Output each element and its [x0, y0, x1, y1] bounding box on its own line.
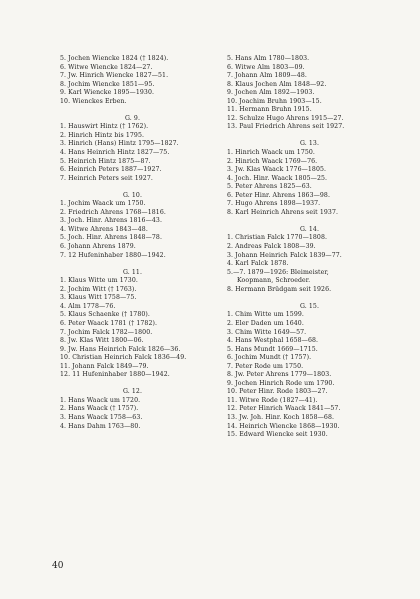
entry-line: 1. Hauswirt Hintz († 1762). — [60, 123, 149, 131]
entry-line: 2. Hinrich Waack 1769—76. — [227, 157, 318, 165]
section-heading: G. 14. — [299, 225, 320, 233]
entry-line: 4. Hans Heinrich Hintz 1827—75. — [60, 149, 170, 157]
entry-line: 6. Witwe Wiencke 1824—27. — [60, 63, 153, 71]
entry-line: 4. Hans Dahm 1763—80. — [60, 422, 141, 430]
entry-line: 8. Klaus Jochen Alm 1848—92. — [227, 80, 327, 88]
entry-line: 5. Hans Mundt 1669—1715. — [227, 345, 318, 353]
entry-line: 6. Peter Waack 1781 († 1782). — [60, 319, 158, 327]
entry-line: 1. Jochim Waack um 1750. — [60, 200, 146, 208]
entry-line: 1. Hans Waack um 1720. — [60, 396, 141, 404]
section-heading: G. 12. — [122, 388, 143, 396]
entry-line: 1. Klaus Witte um 1730. — [60, 277, 138, 285]
blank-line — [227, 294, 412, 303]
entry-line: 4. Witwe Ahrens 1843—48. — [60, 225, 148, 233]
entry-line: 6. Jochim Mundt († 1757). — [227, 354, 312, 362]
entry-line: 12. Schulze Hugo Ahrens 1915—27. — [227, 114, 344, 122]
blank-line — [60, 106, 225, 115]
entry-line: 5. Peter Ahrens 1825—63. — [227, 183, 312, 191]
entry-line: 4. Karl Falck 1878. — [227, 260, 289, 268]
entry-line: 5. Jochen Wiencke 1824 († 1824). — [60, 55, 169, 62]
entry-line: 5. Klaus Schaenke († 1780). — [60, 311, 150, 319]
entry-line: 10. Peter Hinr. Rode 1803—27. — [227, 388, 328, 396]
right-column — [227, 55, 412, 440]
entry-line: 13. Jw. Joh. Hinr. Koch 1858—68. — [227, 413, 335, 421]
section-heading: G. 15. — [299, 302, 320, 310]
blank-line — [60, 380, 225, 389]
entry-line: 3. Chim Witte 1649—57. — [227, 328, 307, 336]
entry-continuation: Koopmann, Schroeder. — [237, 277, 311, 285]
entry-line: 7. Jochim Falck 1782—1800. — [60, 328, 153, 336]
entry-line: 9. Karl Wiencke 1895—1930. — [60, 89, 155, 97]
entry-line: 5. Joch. Hinr. Ahrens 1848—78. — [60, 234, 163, 242]
entry-line: 1. Hinrich Waack um 1750. — [227, 149, 315, 157]
entry-line: 8. Karl Heinrich Ahrens seit 1937. — [227, 208, 339, 216]
section-heading: G. 11. — [122, 268, 143, 276]
entry-line: 2. Hans Waack († 1757). — [60, 405, 139, 413]
entry-line: 7. Peter Rode um 1750. — [227, 362, 304, 370]
entry-line: 4. Alm 1778—76. — [60, 302, 116, 310]
blank-line — [60, 183, 225, 192]
page-number: 40 — [52, 561, 64, 571]
entry-line: 7. Hugo Ahrens 1898—1937. — [227, 200, 321, 208]
entry-line: 4. Joch. Hinr. Waack 1805—25. — [227, 174, 328, 182]
blank-line — [227, 217, 412, 226]
entry-line: 2. Jochim Witt († 1763). — [60, 285, 137, 293]
entry-line: 10. Christian Heinrich Falck 1836—49. — [60, 354, 187, 362]
entry-line: 7. Heinrich Peters seit 1927. — [60, 174, 153, 182]
entry-line: 3. Jw. Klas Waack 1776—1805. — [227, 166, 327, 174]
entry-line: 12. 11 Hufeninhaber 1880—1942. — [60, 371, 170, 379]
entry-line: 8. Jw. Klas Witt 1800—06. — [60, 337, 144, 345]
entry-line: 9. Jochen Alm 1892—1903. — [227, 89, 315, 97]
entry-line: 8. Jw. Peter Ahrens 1779—1803. — [227, 371, 332, 379]
entry-line: 11. Johann Falck 1849—79. — [60, 362, 149, 370]
entry-line: 9. Jochen Hinrich Rode um 1790. — [227, 379, 335, 387]
entry-line: 3. Klaus Witt 1758—75. — [60, 294, 137, 302]
entry-line: 2. Eler Daden um 1640. — [227, 319, 304, 327]
entry-line: 3. Hinrich (Hans) Hintz 1795—1827. — [60, 140, 179, 148]
entry-line: 5.—7. 1879—1926: Bleimeister, — [227, 268, 329, 276]
blank-line — [60, 260, 225, 269]
entry-line: 10. Wienckes Erben. — [60, 97, 127, 105]
entry-line: 5. Hans Alm 1780—1803. — [227, 55, 310, 62]
entry-line: 3. Johann Heinrich Falck 1839—77. — [227, 251, 342, 259]
entry-line: 3. Hans Waack 1758—63. — [60, 413, 143, 421]
entry-line: 10. Joachim Bruhn 1903—15. — [227, 97, 322, 105]
entry-line: 8. Jochim Wiencke 1851—95. — [60, 80, 155, 88]
entry-line: 9. Jw. Hans Heinrich Falck 1826—36. — [60, 345, 181, 353]
section-heading: G. 13. — [299, 140, 320, 148]
entry-line: 6. Heinrich Peters 1887—1927. — [60, 166, 162, 174]
entry-line: 7. Johann Alm 1809—48. — [227, 72, 307, 80]
entry-line: 5. Heinrich Hintz 1875—87. — [60, 157, 151, 165]
left-column — [60, 55, 225, 431]
entry-line: 6. Witwe Alm 1803—09. — [227, 63, 305, 71]
entry-line: 11. Hermann Bruhn 1915. — [227, 106, 312, 114]
entry-line: 6. Johann Ahrens 1879. — [60, 243, 136, 251]
entry-line: 8. Hermann Brüdgam seit 1926. — [227, 285, 332, 293]
entry-line: 6. Peter Hinr. Ahrens 1863—98. — [227, 191, 331, 199]
section-heading: G. 10. — [122, 191, 143, 199]
entry-line: 7. Jw. Hinrich Wiencke 1827—51. — [60, 72, 169, 80]
entry-line: 11. Witwe Rode (1827—41). — [227, 396, 318, 404]
section-heading: G. 9. — [124, 114, 141, 122]
entry-line: 1. Chim Witte um 1599. — [227, 311, 304, 319]
blank-line — [227, 132, 412, 141]
entry-line: 1. Christian Falck 1770—1808. — [227, 234, 328, 242]
entry-line: 7. 12 Hufeninhaber 1880—1942. — [60, 251, 166, 259]
entry-line: 15. Edward Wiencke seit 1930. — [227, 431, 328, 439]
entry-line: 2. Andreas Falck 1808—39. — [227, 243, 316, 251]
entry-line: 4. Hans Westphal 1658—68. — [227, 337, 319, 345]
entry-line: 2. Friedrich Ahrens 1768—1816. — [60, 208, 166, 216]
entry-line: 12. Peter Hinrich Waack 1841—57. — [227, 405, 341, 413]
entry-line: 2. Hinrich Hintz bis 1795. — [60, 131, 145, 139]
entry-line: 14. Heinrich Wiencke 1868—1930. — [227, 422, 340, 430]
entry-line: 13. Paul Friedrich Ahrens seit 1927. — [227, 123, 345, 131]
entry-line: 3. Joch. Hinr. Ahrens 1816—43. — [60, 217, 163, 225]
